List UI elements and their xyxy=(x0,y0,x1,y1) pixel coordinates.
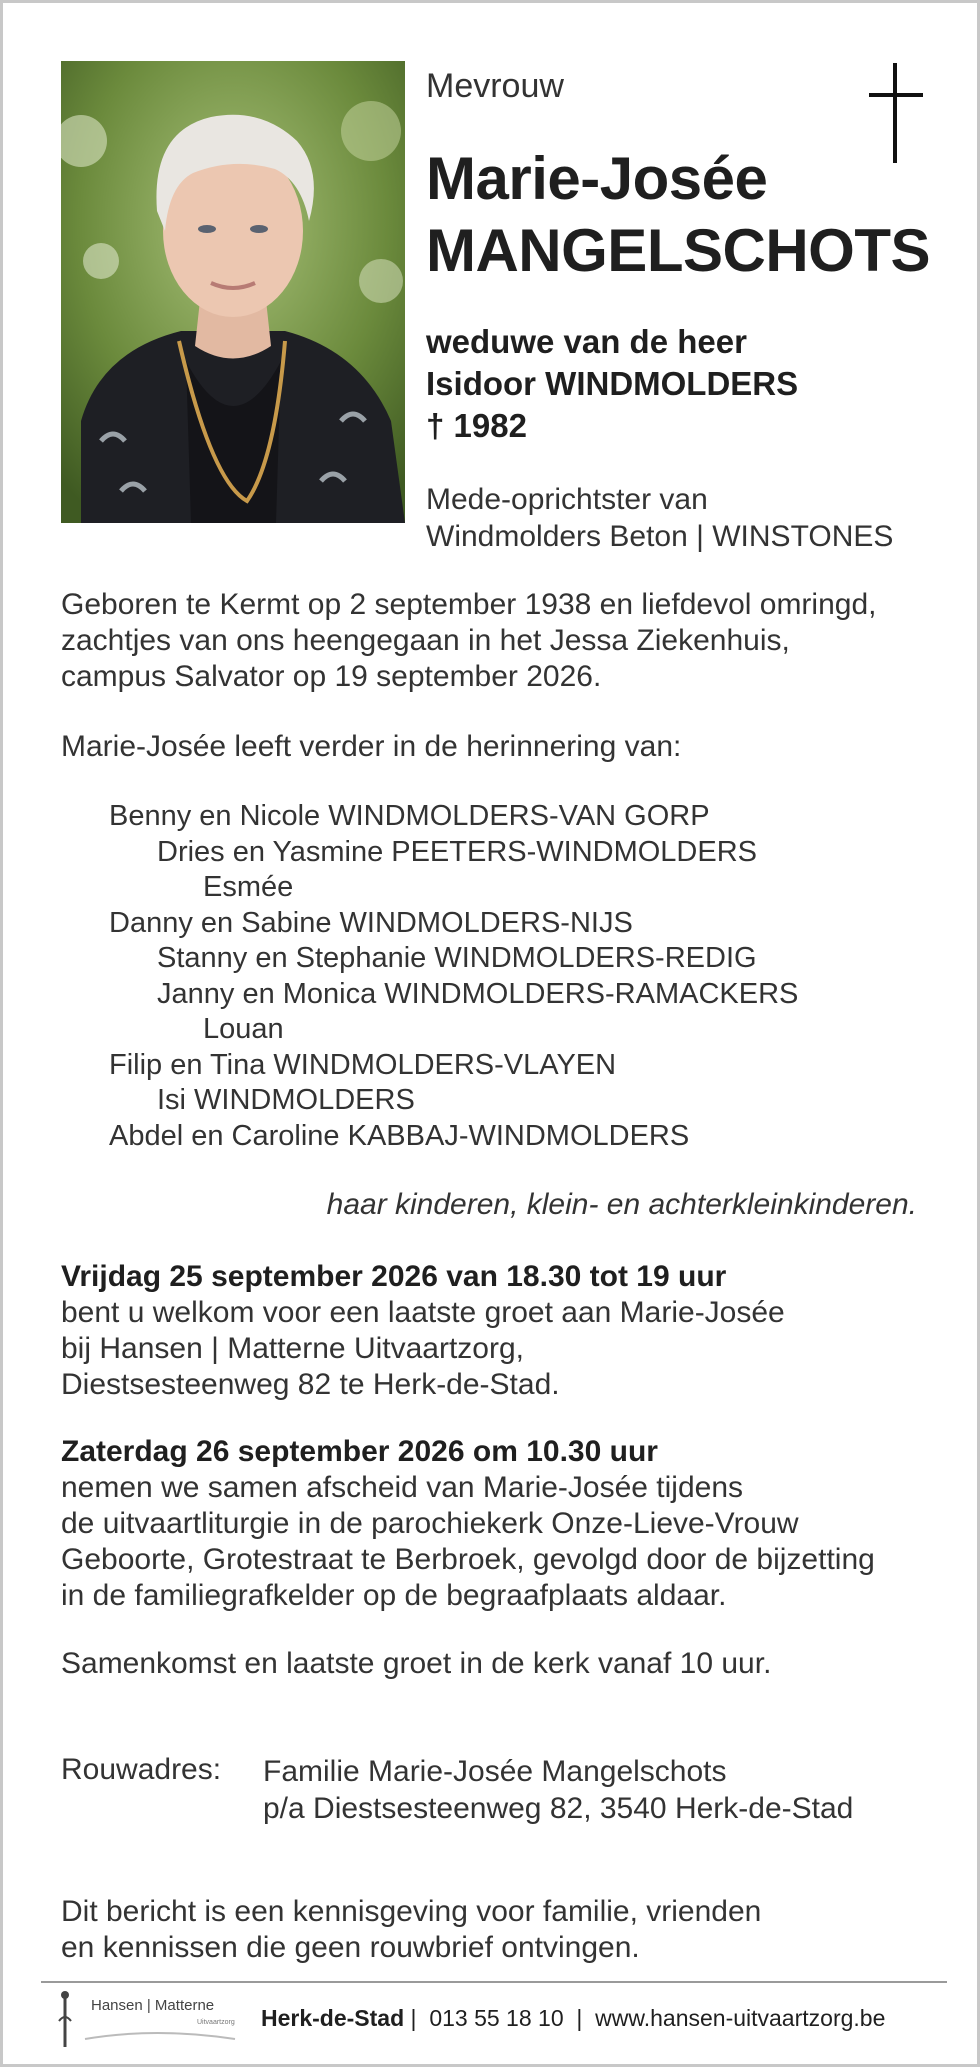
first-name: Marie-Josée xyxy=(426,145,768,212)
family-list xyxy=(109,799,798,1154)
farewell-paragraph xyxy=(61,1259,785,1403)
footer-divider xyxy=(41,1981,947,1983)
intro-line: zachtjes van ons heengegaan in het Jessa Ziekenhuis, xyxy=(61,624,790,657)
logo-subtitle: Uitvaartzorg xyxy=(197,2019,235,2026)
family-member: Dries en Yasmine PEETERS-WINDMOLDERS xyxy=(157,835,758,868)
address-line: Familie Marie-Josée Mangelschots xyxy=(263,1755,727,1788)
funeral-line: Geboorte, Grotestraat te Berbroek, gevolgd door de bijzetting xyxy=(61,1543,875,1576)
family-member: Janny en Monica WINDMOLDERS-RAMACKERS xyxy=(157,977,799,1010)
intro-paragraph xyxy=(61,587,876,695)
family-member: Louan xyxy=(203,1013,284,1045)
footer-contact xyxy=(261,2005,885,2032)
logo-name: Hansen | Matterne xyxy=(91,1997,215,2014)
farewell-heading: Vrijdag 25 september 2026 van 18.30 tot 19 uur xyxy=(61,1260,727,1293)
gathering-line: Samenkomst en laatste groet in de kerk vanaf 10 uur. xyxy=(61,1647,772,1680)
footer-separator: | xyxy=(410,2005,417,2031)
last-name: MANGELSCHOTS xyxy=(426,217,930,284)
company-name: Windmolders Beton | WINSTONES xyxy=(426,520,894,553)
address-label: Rouwadres: xyxy=(61,1753,222,1786)
widow-line: weduwe van de heer xyxy=(426,323,747,360)
funeral-line: nemen we samen afscheid van Marie-Josée tijdens xyxy=(61,1471,744,1504)
farewell-line: bent u welkom voor een laatste groet aan Marie-Josée xyxy=(61,1296,785,1329)
family-member: Abdel en Caroline KABBAJ-WINDMOLDERS xyxy=(109,1119,690,1152)
spouse-info xyxy=(426,321,798,447)
family-member: Danny en Sabine WINDMOLDERS-NIJS xyxy=(109,906,633,939)
intro-line: campus Salvator op 19 september 2026. xyxy=(61,660,602,693)
memory-line: Marie-Josée leeft verder in de herinnering van: xyxy=(61,730,682,763)
portrait-illustration xyxy=(61,61,405,523)
notice-line: Dit bericht is een kennisgeving voor familie, vrienden xyxy=(61,1895,762,1928)
farewell-line: Diestsesteenweg 82 te Herk-de-Stad. xyxy=(61,1368,560,1401)
farewell-line: bij Hansen | Matterne Uitvaartzorg, xyxy=(61,1332,524,1365)
spouse-death-year: † 1982 xyxy=(426,407,527,444)
footer-separator: | xyxy=(576,2005,583,2031)
funeral-line: in de familiegrafkelder op de begraafplaats aldaar. xyxy=(61,1579,727,1612)
footer-city: Herk-de-Stad xyxy=(261,2005,405,2031)
salutation: Mevrouw xyxy=(426,67,564,105)
footer-phone[interactable]: 013 55 18 10 xyxy=(429,2005,564,2031)
spouse-name: Isidoor WINDMOLDERS xyxy=(426,365,799,402)
family-member: Stanny en Stephanie WINDMOLDERS-REDIG xyxy=(157,942,757,974)
portrait-photo xyxy=(61,61,405,523)
family-member: Isi WINDMOLDERS xyxy=(157,1084,415,1116)
footer-website[interactable]: www.hansen-uitvaartzorg.be xyxy=(595,2005,886,2031)
funeral-heading: Zaterdag 26 september 2026 om 10.30 uur xyxy=(61,1435,658,1468)
intro-line: Geboren te Kermt op 2 september 1938 en liefdevol omringd, xyxy=(61,588,877,621)
address-line: p/a Diestsesteenweg 82, 3540 Herk-de-Stad xyxy=(263,1792,854,1825)
mourning-address xyxy=(263,1753,853,1827)
family-member: Benny en Nicole WINDMOLDERS-VAN GORP xyxy=(109,800,710,832)
deceased-name xyxy=(426,143,930,287)
family-member: Filip en Tina WINDMOLDERS-VLAYEN xyxy=(109,1048,617,1081)
funeral-paragraph xyxy=(61,1434,875,1614)
role-info xyxy=(426,481,893,555)
role-line: Mede-oprichtster van xyxy=(426,483,708,516)
family-member: Esmée xyxy=(203,871,294,903)
notice-paragraph xyxy=(61,1894,761,1966)
funeral-line: de uitvaartliturgie in de parochiekerk Onze-Lieve-Vrouw xyxy=(61,1507,799,1540)
notice-line: en kennissen die geen rouwbrief ontvingen. xyxy=(61,1931,640,1964)
family-closing: haar kinderen, klein- en achterkleinkinderen. xyxy=(326,1188,917,1221)
